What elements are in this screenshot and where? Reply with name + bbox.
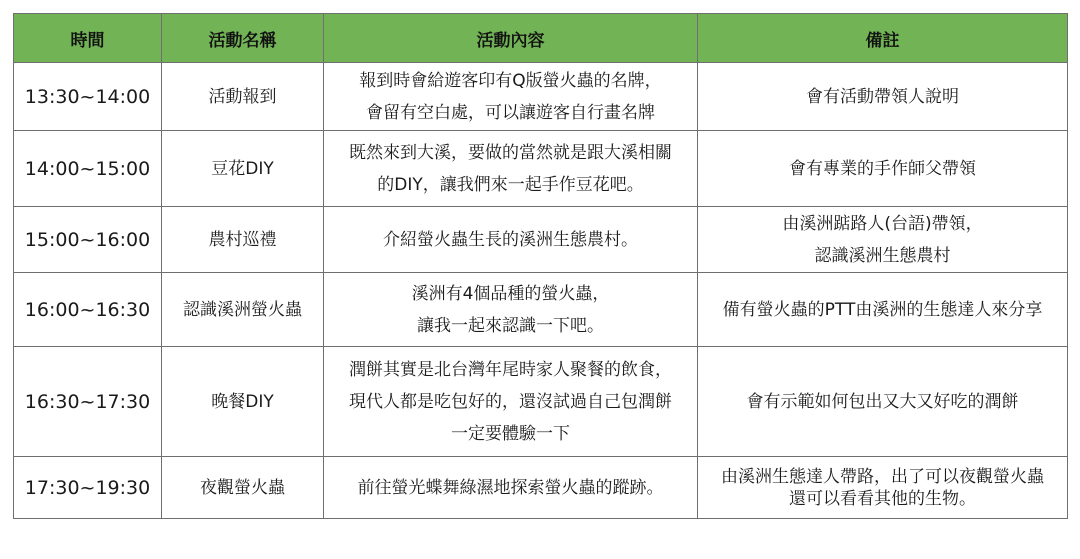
table-body [14, 63, 1068, 519]
header-row [14, 14, 1068, 63]
note-line: 認識溪洲生態農村 [814, 245, 951, 266]
content-line: 既然來到大溪，要做的當然就是跟大溪相關 [349, 142, 672, 163]
table-row [14, 457, 1068, 519]
note-line: 備有螢火蟲的PTT由溪洲的生態達人來分享 [722, 299, 1043, 320]
note-cell [698, 347, 1068, 457]
content-line: 前往螢光蝶舞綠濕地探索螢火蟲的蹤跡。 [357, 477, 664, 498]
note-line: 會有示範如何包出又大又好吃的潤餅 [746, 391, 1019, 412]
time-cell: 16:00~16:30 [14, 273, 162, 347]
activity-content-cell [324, 131, 698, 207]
note-cell [698, 273, 1068, 347]
note-line: 由溪洲生態達人帶路，出了可以夜觀螢火蟲 [721, 466, 1044, 487]
activity-content-cell [324, 63, 698, 131]
note-line: 由溪洲踮路人(台語)帶領， [782, 213, 983, 234]
activity-content-cell [324, 207, 698, 273]
activity-name-cell: 晚餐DIY [162, 347, 324, 457]
time-cell: 15:00~16:00 [14, 207, 162, 273]
header-note: 備註 [698, 14, 1068, 63]
note-cell [698, 63, 1068, 131]
content-line: 的DIY，讓我們來一起手作豆花吧。 [377, 174, 644, 195]
time-cell: 16:30~17:30 [14, 347, 162, 457]
header-activity-name: 活動名稱 [162, 14, 324, 63]
note-line: 會有專業的手作師父帶領 [789, 158, 976, 179]
activity-name-cell: 農村巡禮 [162, 207, 324, 273]
table-row [14, 63, 1068, 131]
activity-name-cell: 活動報到 [162, 63, 324, 131]
activity-content-cell [324, 457, 698, 519]
time-cell: 14:00~15:00 [14, 131, 162, 207]
note-line: 會有活動帶領人說明 [806, 86, 959, 107]
content-line: 介紹螢火蟲生長的溪洲生態農村。 [383, 229, 638, 250]
content-line: 現代人都是吃包好的，還沒試過自己包潤餅 [349, 391, 672, 412]
content-line: 溪洲有4個品種的螢火蟲， [411, 283, 610, 304]
activity-name-cell: 認識溪洲螢火蟲 [162, 273, 324, 347]
activity-name-cell: 夜觀螢火蟲 [162, 457, 324, 519]
activity-name-cell: 豆花DIY [162, 131, 324, 207]
header-time: 時間 [14, 14, 162, 63]
table-row [14, 347, 1068, 457]
table-header [14, 14, 1068, 63]
content-line: 讓我一起來認識一下吧。 [417, 315, 604, 336]
schedule-table [13, 13, 1068, 519]
table-row [14, 273, 1068, 347]
activity-content-cell [324, 347, 698, 457]
time-cell: 17:30~19:30 [14, 457, 162, 519]
content-line: 會留有空白處，可以讓遊客自行畫名牌 [366, 102, 655, 123]
note-cell [698, 131, 1068, 207]
activity-content-cell [324, 273, 698, 347]
note-cell [698, 207, 1068, 273]
table-row [14, 131, 1068, 207]
content-line: 一定要體驗一下 [451, 423, 570, 444]
header-activity-content: 活動內容 [324, 14, 698, 63]
content-line: 潤餅其實是北台灣年尾時家人聚餐的飲食， [349, 359, 672, 380]
table-row [14, 207, 1068, 273]
time-cell: 13:30~14:00 [14, 63, 162, 131]
content-line: 報到時會給遊客印有Q版螢火蟲的名牌， [359, 70, 662, 91]
note-cell [698, 457, 1068, 519]
note-line: 還可以看看其他的生物。 [789, 488, 976, 509]
